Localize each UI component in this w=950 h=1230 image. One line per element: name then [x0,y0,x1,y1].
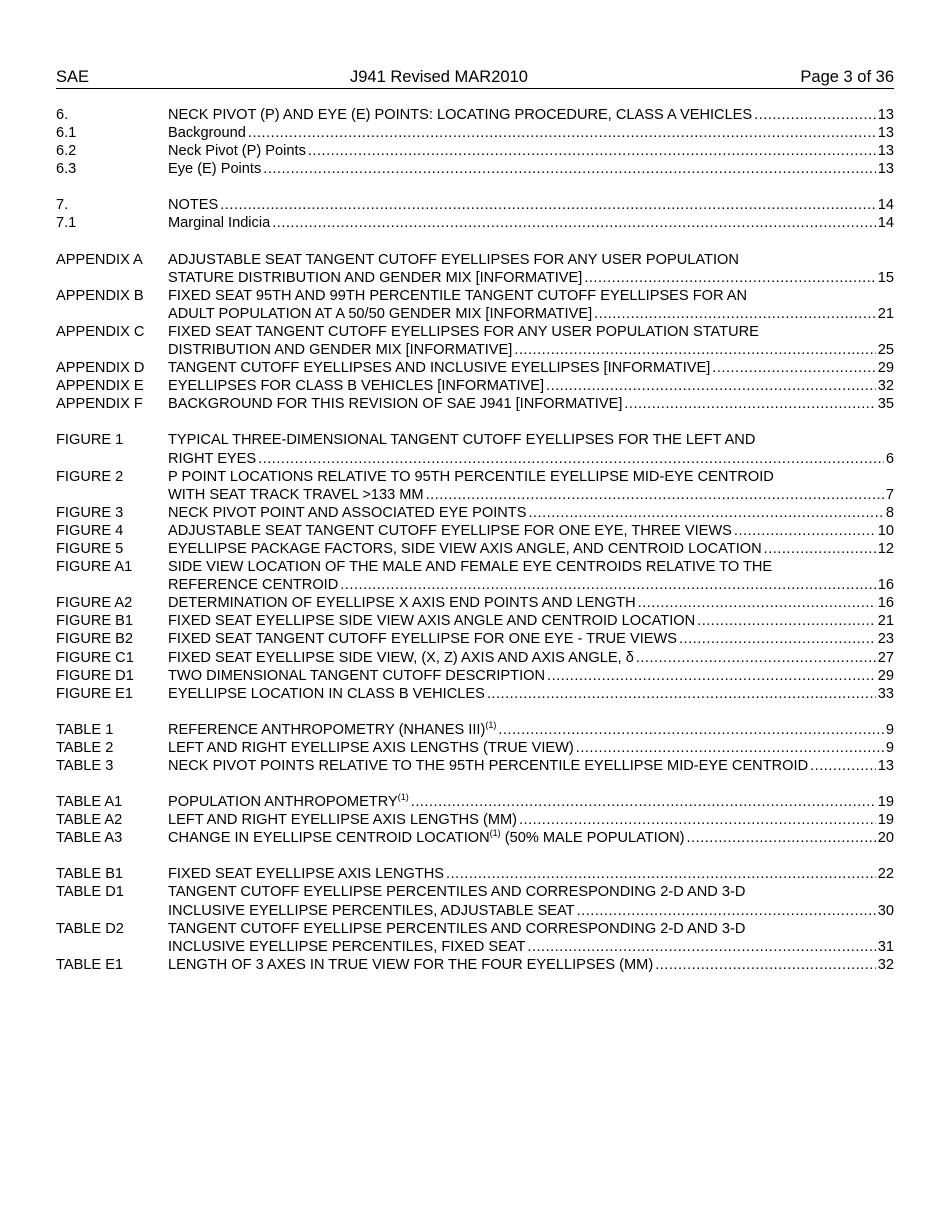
dot-leader [498,721,884,739]
toc-entry[interactable] [56,142,894,160]
toc-section [56,865,894,974]
toc-entry-page: 30 [877,902,894,919]
toc-entry[interactable] [56,757,894,775]
toc-entry-line [168,576,894,594]
toc-entry-page: 35 [877,396,894,413]
toc-entry-title-text: REFERENCE CENTROID [168,577,339,594]
toc-entry-title [168,106,752,124]
toc-entry-body [168,793,894,811]
toc-entry[interactable] [56,214,894,232]
toc-entry-title [168,522,732,540]
toc-entry-title-text: ADULT POPULATION AT A 50/50 GENDER MIX [INFORMATIVE] [168,305,593,322]
toc-entry-page: 27 [877,649,894,666]
toc-entry[interactable] [56,124,894,142]
toc-entry[interactable] [56,594,894,612]
toc-entry-number: 7. [56,197,69,214]
dot-leader [527,938,875,956]
toc-entry-page: 21 [877,613,894,630]
toc-entry-line [168,124,894,142]
dot-leader [576,739,884,757]
toc-section [56,721,894,775]
toc-entry-title-line1: FIXED SEAT TANGENT CUTOFF EYELLIPSES FOR ANY USER POPULATION STATURE [168,323,759,340]
toc-entry-title [168,504,526,522]
toc-entry-number: APPENDIX A [56,251,143,268]
dot-leader [546,377,876,395]
toc-entry-page: 8 [885,504,894,521]
toc-entry-number: FIGURE 5 [56,540,124,557]
toc-entry-body [168,142,894,160]
dot-leader [655,956,876,974]
toc-entry-line [168,540,894,558]
toc-entry-page: 14 [877,197,894,214]
dot-leader [810,757,876,775]
dot-leader [687,829,876,847]
toc-entry-number: TABLE 2 [56,739,114,756]
toc-entry-title-text: NOTES [168,197,219,214]
dot-leader [426,486,884,504]
toc-entry-body [168,612,894,630]
toc-entry-page: 29 [877,360,894,377]
toc-entry[interactable] [56,106,894,124]
toc-entry-title [168,630,677,648]
toc-entry-title-line1: TYPICAL THREE-DIMENSIONAL TANGENT CUTOFF EYELLIPSES FOR THE LEFT AND [168,432,756,449]
toc-entry-line [168,196,894,214]
toc-entry-page: 20 [877,830,894,847]
table-of-contents [56,106,894,992]
toc-entry-page: 9 [885,739,894,756]
dot-leader [764,540,876,558]
toc-entry-title [168,450,256,468]
dot-leader [220,196,875,214]
toc-entry-body [168,649,894,667]
toc-entry-line [168,214,894,232]
toc-entry-body [168,865,894,883]
header-org: SAE [56,68,90,86]
toc-entry-body [168,160,894,178]
toc-entry-number: TABLE E1 [56,956,124,973]
toc-entry-page: 13 [877,107,894,123]
toc-entry-title-text: NECK PIVOT POINTS RELATIVE TO THE 95TH PERCENTILE EYELLIPSE MID-EYE CENTROID [168,758,809,774]
toc-entry-title [168,667,545,685]
toc-entry-line [168,305,894,323]
toc-entry-line [168,106,894,124]
toc-entry-line [168,594,894,612]
toc-entry-title-line1: ADJUSTABLE SEAT TANGENT CUTOFF EYELLIPSES FOR ANY USER POPULATION [168,251,739,268]
toc-entry-line [168,630,894,648]
toc-entry-title [168,594,636,612]
toc-entry-title [168,341,512,359]
toc-entry-page: 13 [877,161,894,178]
toc-entry-page: 13 [877,143,894,160]
toc-entry[interactable] [56,793,894,811]
toc-entry-title-text: RIGHT EYES [168,450,257,467]
footnote-marker: (1) [485,719,497,730]
dot-leader [624,395,875,413]
toc-entry-title [168,739,574,757]
toc-entry-body [168,287,894,323]
toc-entry[interactable] [56,920,894,956]
toc-entry-title-text: FIXED SEAT TANGENT CUTOFF EYELLIPSE FOR ONE EYE - TRUE VIEWS [168,631,677,648]
toc-entry-title [168,196,218,214]
toc-entry-title [168,142,306,160]
toc-section [56,196,894,232]
dot-leader [528,504,883,522]
toc-entry-title-text: EYELLIPSE LOCATION IN CLASS B VEHICLES [168,685,485,702]
toc-entry-body [168,106,894,124]
toc-entry-title-line1: FIXED SEAT 95TH AND 99TH PERCENTILE TANGENT CUTOFF EYELLIPSES FOR AN [168,287,748,304]
toc-entry-body [168,522,894,540]
toc-entry-number: APPENDIX D [56,360,145,377]
dot-leader [679,630,876,648]
toc-entry-body [168,829,894,847]
toc-entry[interactable] [56,811,894,829]
toc-entry-page: 15 [877,269,894,286]
toc-entry[interactable] [56,377,894,395]
dot-leader [487,685,876,703]
page-header [56,68,894,89]
toc-entry-number: 7.1 [56,215,77,232]
toc-entry-page: 32 [877,956,894,973]
toc-entry-number: 6.2 [56,143,77,160]
toc-entry-title [168,829,685,847]
header-document-id: J941 Revised MAR2010 [350,68,528,86]
toc-entry-title-text: Marginal Indicia [168,215,271,232]
toc-entry-title-text: Eye (E) Points [168,161,262,178]
toc-entry-title [168,956,653,974]
toc-entry-body [168,685,894,703]
toc-entry-title-text: ADJUSTABLE SEAT TANGENT CUTOFF EYELLIPSE FOR ONE EYE, THREE VIEWS [168,522,732,539]
toc-entry-title-line1: P POINT LOCATIONS RELATIVE TO 95TH PERCENTILE EYELLIPSE MID-EYE CENTROID [168,468,774,485]
toc-entry-title-text: INCLUSIVE EYELLIPSE PERCENTILES, ADJUSTABLE SEAT [168,902,575,919]
toc-entry-number: FIGURE 4 [56,522,124,539]
toc-entry-title [168,395,622,413]
toc-entry-line [168,269,894,287]
dot-leader [734,522,876,540]
toc-entry-number: FIGURE E1 [56,685,134,702]
toc-entry-title-tail: (50% MALE POPULATION) [500,830,685,847]
toc-entry-body [168,739,894,757]
toc-entry-body [168,504,894,522]
toc-entry-line [168,359,894,377]
toc-entry[interactable] [56,468,894,504]
dot-leader [248,124,876,142]
toc-entry-line [168,504,894,522]
toc-entry-title-line1: TANGENT CUTOFF EYELLIPSE PERCENTILES AND CORRESPONDING 2-D AND 3-D [168,920,746,937]
toc-entry-title [168,305,592,323]
toc-entry-title-text: DETERMINATION OF EYELLIPSE X AXIS END POINTS AND LENGTH [168,595,636,612]
dot-leader [263,160,875,178]
toc-entry-body [168,721,894,739]
toc-entry-title-text: LEFT AND RIGHT EYELLIPSE AXIS LENGTHS (MM) [168,812,517,829]
toc-entry-body [168,956,894,974]
toc-entry-title-text: FIXED SEAT EYELLIPSE SIDE VIEW, (X, Z) AXIS AND AXIS ANGLE, δ [168,649,634,666]
toc-entry-body [168,811,894,829]
toc-entry-page: 31 [877,938,894,955]
toc-entry-number: TABLE B1 [56,866,124,883]
toc-entry-title-text: NECK PIVOT POINT AND ASSOCIATED EYE POINTS [168,504,527,521]
toc-entry[interactable] [56,160,894,178]
toc-entry-page: 16 [877,577,894,594]
toc-entry-body [168,395,894,413]
toc-entry[interactable] [56,558,894,594]
toc-entry-page: 12 [877,540,894,557]
toc-entry-body [168,359,894,377]
toc-entry-title [168,377,544,395]
toc-entry[interactable] [56,685,894,703]
toc-entry-title [168,160,261,178]
toc-entry-page: 33 [877,685,894,702]
toc-entry[interactable] [56,612,894,630]
toc-entry-page: 10 [877,522,894,539]
dot-leader [577,902,876,920]
toc-entry-title [168,576,338,594]
toc-entry-number: TABLE A1 [56,794,123,811]
toc-entry-number: APPENDIX B [56,287,144,304]
toc-entry[interactable] [56,667,894,685]
toc-entry[interactable] [56,649,894,667]
toc-entry-body [168,251,894,287]
dot-leader [519,811,876,829]
dot-leader [697,612,876,630]
toc-entry-title-text: FIXED SEAT EYELLIPSE SIDE VIEW AXIS ANGLE AND CENTROID LOCATION [168,613,696,630]
toc-entry-title [168,902,575,920]
toc-entry-body [168,196,894,214]
toc-entry-body [168,214,894,232]
toc-entry-title-text: INCLUSIVE EYELLIPSE PERCENTILES, FIXED SEAT [168,938,526,955]
toc-entry-number: TABLE D2 [56,920,124,937]
toc-entry-number: FIGURE A2 [56,595,133,612]
toc-entry-line [168,902,894,920]
toc-entry-title [168,486,424,504]
toc-entry-number: 6.1 [56,125,77,142]
toc-entry-title-text: TANGENT CUTOFF EYELLIPSES AND INCLUSIVE EYELLIPSES [INFORMATIVE] [168,360,711,377]
toc-entry-line [168,395,894,413]
toc-entry-title-text: BACKGROUND FOR THIS REVISION OF SAE J941 [INFORMATIVE] [168,396,623,413]
toc-entry[interactable] [56,287,894,323]
toc-entry-title-text: STATURE DISTRIBUTION AND GENDER MIX [INFORMATIVE] [168,269,583,286]
toc-section [56,431,894,702]
toc-entry-body [168,667,894,685]
toc-entry-body [168,883,894,919]
toc-entry-number: FIGURE 1 [56,432,124,449]
toc-entry-line [168,739,894,757]
toc-entry-number: TABLE 3 [56,758,114,774]
toc-entry-title-text: LEFT AND RIGHT EYELLIPSE AXIS LENGTHS (TRUE VIEW) [168,739,574,756]
dot-leader [340,576,875,594]
toc-entry-line [168,721,894,739]
toc-entry-page: 22 [877,866,894,883]
toc-entry-body [168,377,894,395]
toc-entry-line [168,486,894,504]
toc-entry-number: TABLE A3 [56,830,123,847]
toc-entry-number: 6. [56,107,69,123]
toc-entry-title-text: NECK PIVOT (P) AND EYE (E) POINTS: LOCATING PROCEDURE, CLASS A VEHICLES [168,107,753,123]
toc-entry-title [168,214,270,232]
dot-leader [638,594,876,612]
toc-entry-body [168,431,894,467]
toc-entry[interactable] [56,504,894,522]
dot-leader [514,341,875,359]
toc-entry-title-text: WITH SEAT TRACK TRAVEL >133 MM [168,486,424,503]
toc-entry-page: 13 [877,758,894,774]
toc-entry-title-text: Neck Pivot (P) Points [168,143,306,160]
dot-leader [547,667,876,685]
toc-entry-body [168,757,894,775]
toc-section [56,251,894,414]
toc-entry-line [168,829,894,847]
toc-entry-page: 23 [877,631,894,648]
toc-entry[interactable] [56,359,894,377]
toc-entry-title [168,938,525,956]
toc-entry-line [168,956,894,974]
toc-entry-title-line1: TANGENT CUTOFF EYELLIPSE PERCENTILES AND CORRESPONDING 2-D AND 3-D [168,884,746,901]
dot-leader [636,649,876,667]
toc-entry-line [168,377,894,395]
toc-entry-title [168,685,485,703]
toc-entry-line [168,865,894,883]
toc-entry-line [168,341,894,359]
dot-leader [308,142,876,160]
toc-entry-line [168,757,894,775]
toc-entry-number: FIGURE B2 [56,631,134,648]
footnote-marker: (1) [489,828,501,839]
toc-entry-page: 13 [877,125,894,142]
toc-entry-page: 32 [877,378,894,395]
toc-entry[interactable] [56,522,894,540]
toc-entry-page: 19 [877,812,894,829]
toc-entry-page: 21 [877,305,894,322]
toc-entry-title [168,793,409,811]
toc-entry-title-text: LENGTH OF 3 AXES IN TRUE VIEW FOR THE FOUR EYELLIPSES (MM) [168,956,654,973]
toc-entry[interactable] [56,540,894,558]
toc-entry-number: FIGURE D1 [56,667,134,684]
toc-entry-number: TABLE A2 [56,812,123,829]
toc-entry[interactable] [56,956,894,974]
toc-entry-line [168,938,894,956]
toc-entry[interactable] [56,251,894,287]
toc-entry-page: 14 [877,215,894,232]
dot-leader [594,305,876,323]
toc-entry[interactable] [56,721,894,739]
toc-entry-number: APPENDIX E [56,378,144,395]
toc-entry-title-text: EYELLIPSES FOR CLASS B VEHICLES [INFORMATIVE] [168,378,545,395]
toc-entry-title [168,612,695,630]
toc-entry-page: 7 [885,486,894,503]
toc-entry-page: 9 [885,721,894,738]
toc-entry[interactable] [56,431,894,467]
dot-leader [411,793,876,811]
toc-entry-title-text: CHANGE IN EYELLIPSE CENTROID LOCATION [168,830,490,847]
toc-entry-number: APPENDIX F [56,396,143,413]
toc-section [56,793,894,847]
toc-entry-line [168,142,894,160]
toc-entry[interactable] [56,395,894,413]
toc-entry-number: 6.3 [56,161,77,178]
dot-leader [272,214,876,232]
toc-entry-line [168,811,894,829]
toc-entry-body [168,124,894,142]
toc-entry-body [168,920,894,956]
toc-entry-number: FIGURE A1 [56,559,133,576]
toc-entry-number: FIGURE 2 [56,468,124,485]
toc-entry-number: FIGURE 3 [56,504,124,521]
toc-entry-page: 19 [877,794,894,811]
dot-leader [584,269,875,287]
toc-section [56,106,894,178]
toc-entry-title-text: EYELLIPSE PACKAGE FACTORS, SIDE VIEW AXIS ANGLE, AND CENTROID LOCATION [168,540,762,557]
dot-leader [754,106,876,124]
toc-entry-title-text: Background [168,125,246,142]
toc-entry-body [168,558,894,594]
toc-entry-title-text: POPULATION ANTHROPOMETRY [168,794,398,811]
toc-entry[interactable] [56,739,894,757]
toc-entry-title-text: TWO DIMENSIONAL TANGENT CUTOFF DESCRIPTION [168,667,546,684]
toc-entry-body [168,594,894,612]
toc-entry-page: 25 [877,342,894,359]
dot-leader [258,450,884,468]
toc-entry-title [168,124,246,142]
toc-entry-title [168,757,808,775]
toc-entry[interactable] [56,630,894,648]
toc-entry-title-text: DISTRIBUTION AND GENDER MIX [INFORMATIVE] [168,342,513,359]
toc-entry-title-line1: SIDE VIEW LOCATION OF THE MALE AND FEMALE EYE CENTROIDS RELATIVE TO THE [168,559,773,576]
toc-entry-title-text: REFERENCE ANTHROPOMETRY (NHANES III) [168,721,486,738]
toc-entry-title [168,721,496,739]
header-page-number: Page 3 of 36 [800,68,894,86]
toc-entry-body [168,323,894,359]
dot-leader [712,359,875,377]
toc-entry-line [168,450,894,468]
dot-leader [446,865,876,883]
toc-entry-line [168,667,894,685]
toc-entry-line [168,160,894,178]
toc-entry-title [168,359,710,377]
toc-entry-page: 6 [885,450,894,467]
toc-entry-line [168,612,894,630]
toc-entry-line [168,685,894,703]
toc-entry-body [168,630,894,648]
toc-entry-number: FIGURE C1 [56,649,134,666]
toc-entry-title [168,540,762,558]
toc-entry-number: FIGURE B1 [56,613,134,630]
toc-entry-title-text: FIXED SEAT EYELLIPSE AXIS LENGTHS [168,866,445,883]
toc-entry-title [168,865,444,883]
toc-entry-page: 16 [877,595,894,612]
footnote-marker: (1) [397,792,409,803]
toc-entry-page: 29 [877,667,894,684]
toc-entry[interactable] [56,829,894,847]
toc-entry-line [168,649,894,667]
toc-entry[interactable] [56,865,894,883]
toc-entry-title [168,649,634,667]
toc-entry-title [168,269,582,287]
toc-entry-title [168,811,517,829]
toc-entry-number: APPENDIX C [56,323,145,340]
toc-entry-body [168,468,894,504]
toc-entry-body [168,540,894,558]
toc-entry[interactable] [56,883,894,919]
toc-entry-number: TABLE 1 [56,721,114,738]
toc-entry-line [168,522,894,540]
toc-entry-line [168,793,894,811]
toc-entry-number: TABLE D1 [56,884,124,901]
toc-entry[interactable] [56,196,894,214]
toc-entry[interactable] [56,323,894,359]
